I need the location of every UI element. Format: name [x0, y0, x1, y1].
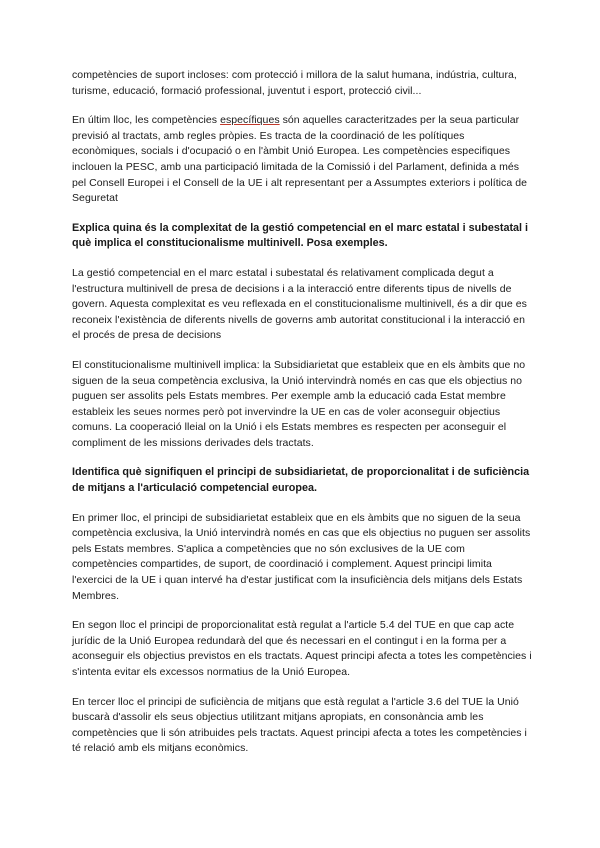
- question-heading-2: Identifica què signifiquen el principi de subsidiarietat, de proporcionalitat i de suficiència de mitjans a l'articulació competencial europea.: [72, 466, 530, 495]
- document-page: [72, 68, 532, 771]
- paragraph-subsidiarity: En primer lloc, el principi de subsidiarietat estableix que en els àmbits que no siguen de la seua competència exclusiva, la Unió intervindrà només en cas que els objectius no puguen ser assolits pels Estats membres. S'aplica a competències que no són exclusives de la UE com competències compartides, de suport, de coordinació i complement. Aquest principi limita l'exercici de la UE i quan intervé ha d'estar justificat com la insuficiència dels mitjans dels Estats Membres.: [72, 511, 531, 602]
- question-heading-1: Explica quina és la complexitat de la gestió competencial en el marc estatal i subestatal i què implica el constitucionalisme multinivell. Posa exemples.: [72, 221, 529, 250]
- paragraph-multilevel-constitutionalism: El constitucionalisme multinivell implica: la Subsidiarietat que estableix que en els àmbits que no siguen de la seua competència exclusiva, la Unió intervindrà només en cas que els objectius no puguen ser assolits pels Estats membres. Per exemple amb la educació cada Estat membre estableix les seues normes però pot invervindre la UE en cas de voler aconseguir objectius comuns. La cooperació lleial on la Unió i els Estats membres es respecten per aconseguir el compliment de les missions derivades dels tractats.: [72, 358, 526, 449]
- paragraph-support-competences: competències de suport incloses: com protecció i millora de la salut humana, indústria, cultura, turisme, educació, formació professional, juventut i esport, protecció civil...: [72, 69, 517, 97]
- paragraph-proportionality: En segon lloc el principi de proporcionalitat està regulat a l'article 5.4 del TUE en que cap acte jurídic de la Unió Europea redundarà del que és necessari en el contingut i en la forma per a aconseguir els objectius previstos en els tractats. Aquest principi afecta a totes les competències i s'intenta evitar els excessos normatius de la Unió Europea.: [72, 619, 532, 678]
- spellcheck-word: específiques: [220, 114, 280, 127]
- paragraph-specific-start: En últim lloc, les competències: [72, 114, 221, 127]
- paragraph-competence-management: La gestió competencial en el marc estatal i subestatal és relativament complicada degut a l'estructura multinivell de presa de decisions i a la interacció entre diferents tipus de nivells de govern. Aquesta complexitat es veu reflexada en el constitucionalisme multinivell, és a dir que es reconeix l'existència de diferents nivells de governs amb autoritat constitucional i la interacció en el procés de presa de decisions: [72, 266, 527, 342]
- paragraph-specific-competences: [72, 113, 532, 207]
- paragraph-specific-rest: són aquelles caracteritzades per la seua particular previsió al tractats, amb regles pròpies. Es tracta de la coordinació de les polítiques econòmiques, socials i d'ocupació o en l'àmbit Unió Europea. Les competències especifiques inclouen la PESC, amb una participació limitada de la Comissió i del Parlament, definida a més pel Consell Europei i el Consell de la UE i alt representant per a Assumptes exteriors i política de Seguretat: [72, 114, 527, 205]
- paragraph-sufficiency-of-means: En tercer lloc el principi de suficiència de mitjans que està regulat a l'article 3.6 del TUE la Unió buscarà d'assolir els seus objectius utilitzant mitjans apropiats, en consonància amb les competències que li són atribuides pels tractats. Aquest principi afecta a totes les competències i té relació amb els mitjans econòmics.: [72, 695, 527, 755]
